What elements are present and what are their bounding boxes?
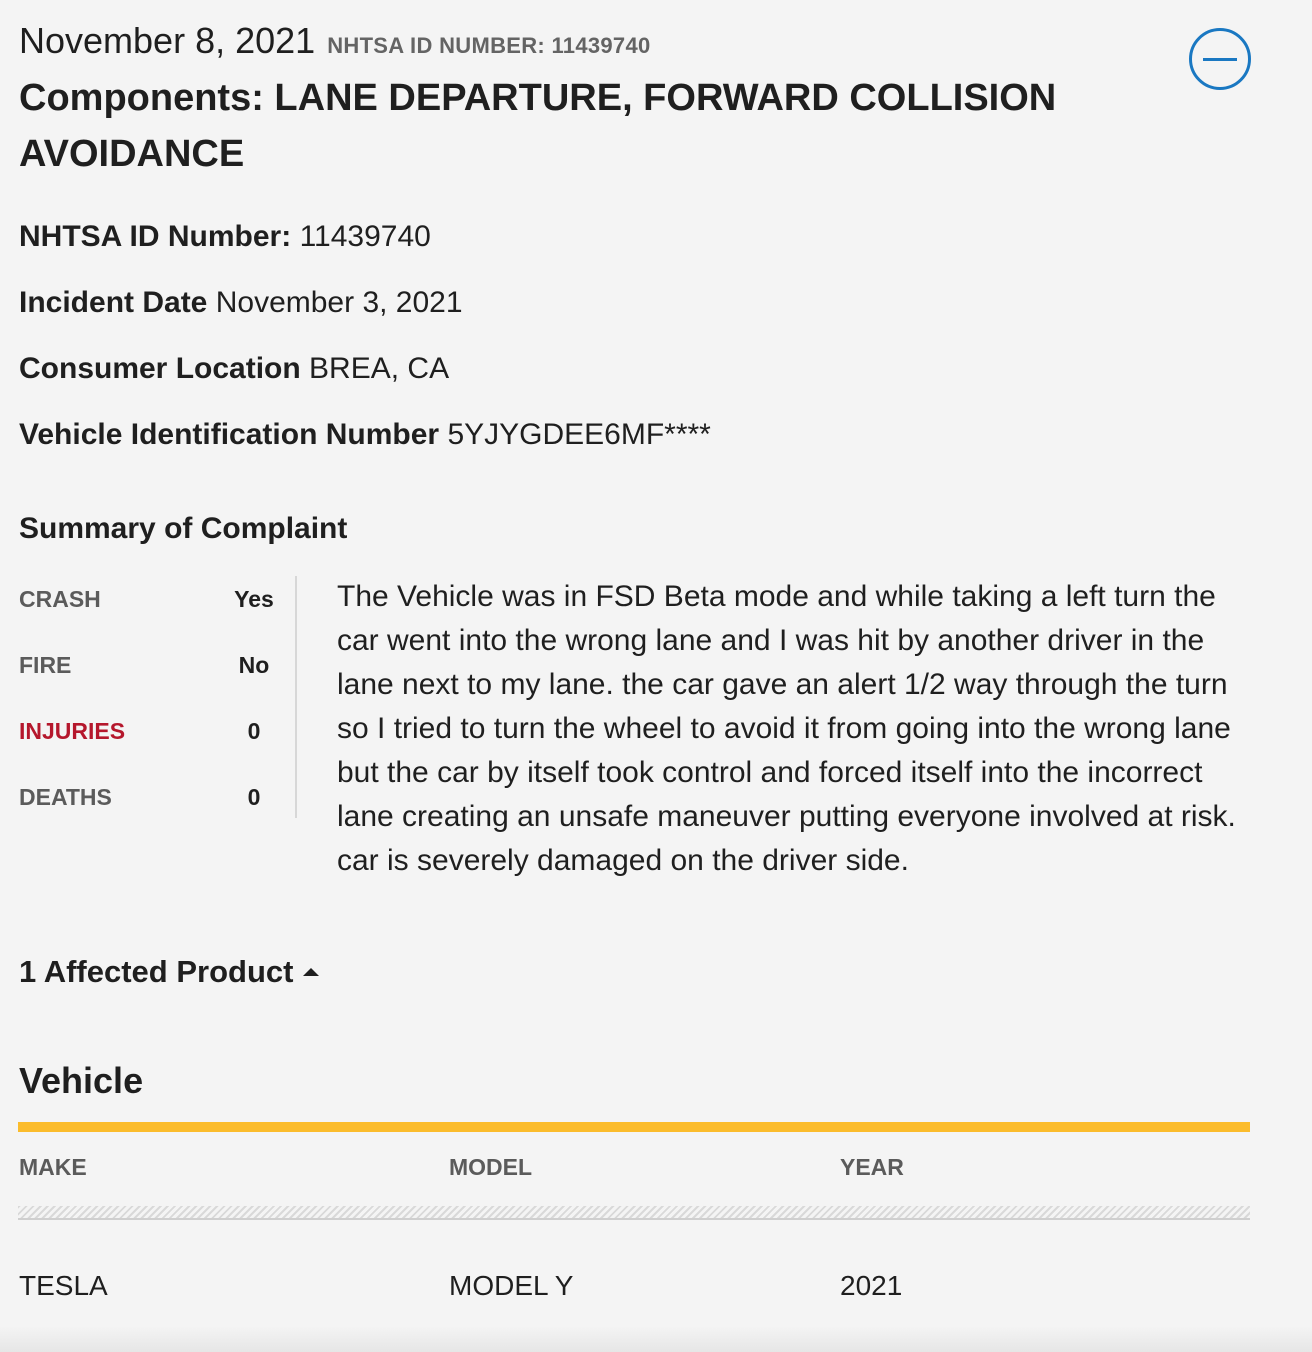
stat-label: FIRE [19,652,72,678]
complaint-header [19,20,651,62]
affected-products-label: 1 Affected Product [19,954,294,989]
consumer-location-label: Consumer Location [19,352,301,385]
caret-up-icon [303,968,319,976]
incident-date-row [19,286,463,320]
consumer-location-row [19,352,449,386]
minus-icon [1203,58,1237,61]
stat-deaths [19,784,279,811]
stat-injuries [19,718,279,745]
summary-heading: Summary of Complaint [19,512,348,545]
vin-row [19,418,711,452]
column-header-model: MODEL [449,1154,533,1180]
table-header-divider [18,1206,1250,1220]
stat-label: DEATHS [19,784,112,810]
vin-value: 5YJYGDEE6MF**** [447,418,711,451]
nhtsa-id-badge: NHTSA ID NUMBER: 11439740 [327,33,651,58]
complaint-summary-text: The Vehicle was in FSD Beta mode and while taking a left turn the car went into the wrong lane and I was hit by another driver in the lane next to my lane. the car gave an alert 1/2 way through the turn so I tried to turn the wheel to avoid it from going into the wrong lane but the car by itself took control and forced itself into the incorrect lane creating an unsafe maneuver putting everyone involved at risk. car is severely damaged on the driver side. [337,580,1236,877]
incident-date-value: November 3, 2021 [215,286,463,319]
collapse-button[interactable] [1189,28,1251,90]
cell-year: 2021 [840,1270,903,1301]
cell-model: MODEL Y [449,1270,574,1301]
affected-products-toggle[interactable] [19,954,319,990]
complaint-date: November 8, 2021 [19,20,316,61]
vin-label: Vehicle Identification Number [19,418,440,451]
nhtsa-id-row [19,220,431,254]
column-header-year: YEAR [840,1154,904,1180]
stat-value: Yes [234,586,274,612]
bottom-shadow [0,1326,1312,1352]
components-title: Components: LANE DEPARTURE, FORWARD COLLISION AVOIDANCE [19,77,1057,175]
nhtsa-id-value: 11439740 [299,220,431,253]
vehicle-divider [18,1122,1250,1132]
stat-fire [19,652,279,679]
stat-label: CRASH [19,586,101,612]
stat-value: No [238,652,270,678]
stat-crash [19,586,279,613]
incident-date-label: Incident Date [19,286,208,319]
nhtsa-id-label: NHTSA ID Number: [19,220,292,253]
vehicle-heading: Vehicle [19,1060,144,1101]
stat-value: 0 [247,718,261,744]
cell-make: TESLA [19,1270,108,1301]
consumer-location-value: BREA, CA [309,352,450,385]
complaint-stats [19,576,297,818]
stat-label: INJURIES [19,718,126,744]
stat-value: 0 [247,784,261,810]
column-header-make: MAKE [19,1154,87,1180]
